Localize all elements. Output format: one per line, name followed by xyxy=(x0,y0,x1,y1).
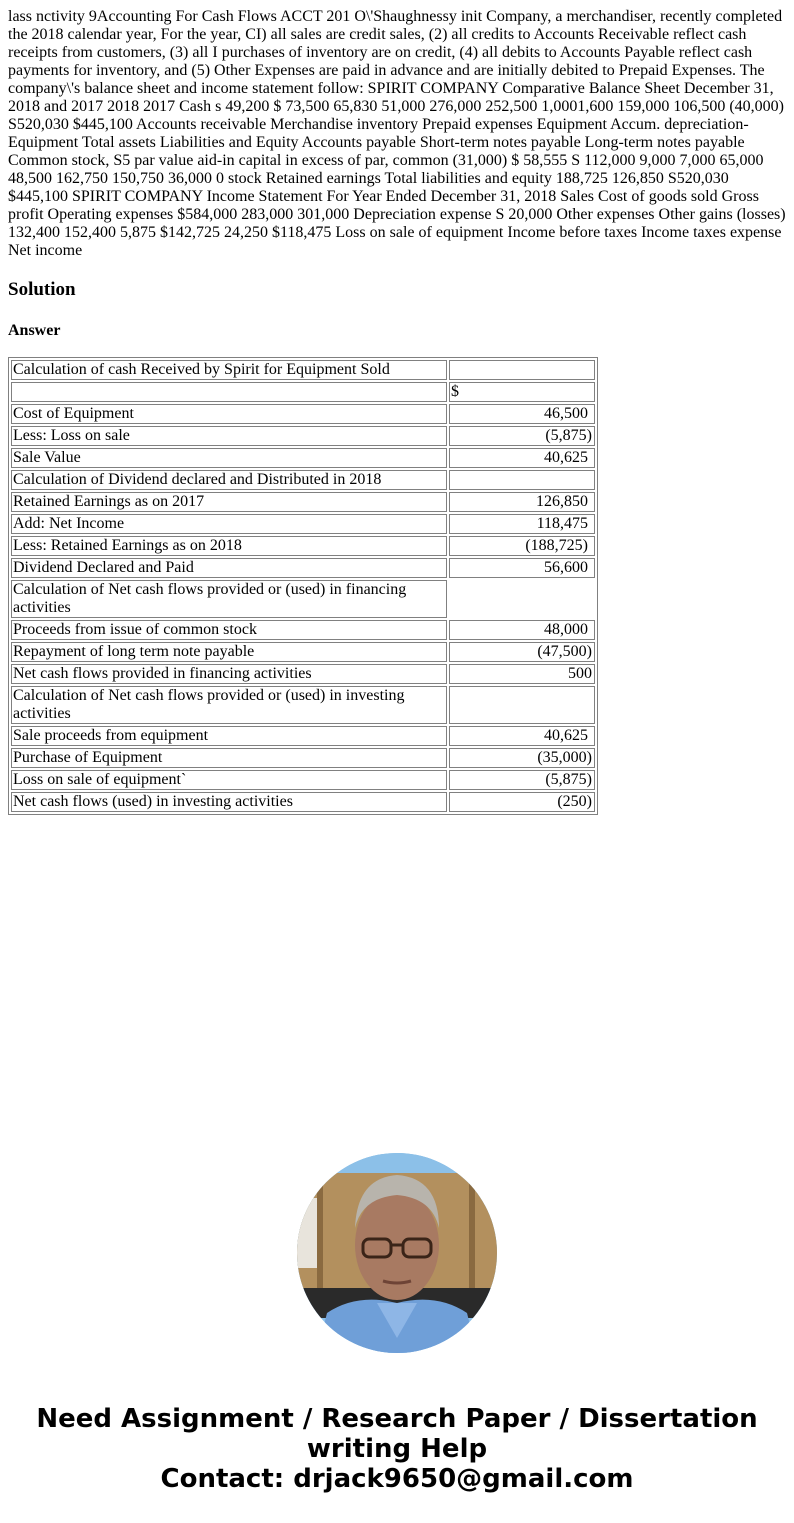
promo-banner xyxy=(0,1404,794,1494)
table-row xyxy=(11,642,595,662)
label-cell: Repayment of long term note payable xyxy=(11,642,447,662)
table-row xyxy=(11,770,595,790)
label-cell: Cost of Equipment xyxy=(11,404,447,424)
table-row xyxy=(11,448,595,468)
amount-cell: 118,475 xyxy=(449,514,595,534)
solution-heading: Solution xyxy=(8,279,76,300)
amount-cell xyxy=(449,686,595,724)
answer-table xyxy=(8,357,598,815)
label-cell xyxy=(11,382,447,402)
section-title-financing: Calculation of Net cash flows provided or (used) in financing activities xyxy=(11,580,447,618)
amount-cell: 46,500 xyxy=(449,404,595,424)
label-cell: Net cash flows provided in financing activities xyxy=(11,664,447,684)
table-row xyxy=(11,726,595,746)
author-avatar xyxy=(297,1153,497,1353)
amount-cell: 40,625 xyxy=(449,726,595,746)
label-cell: Net cash flows (used) in investing activities xyxy=(11,792,447,812)
person-portrait-icon xyxy=(297,1153,497,1353)
table-row xyxy=(11,426,595,446)
amount-cell: 48,000 xyxy=(449,620,595,640)
table-row xyxy=(11,382,595,402)
label-cell: Sale Value xyxy=(11,448,447,468)
table-row xyxy=(11,404,595,424)
section-title-equipment-sold: Calculation of cash Received by Spirit for Equipment Sold xyxy=(11,360,447,380)
amount-cell xyxy=(449,360,595,380)
label-cell: Less: Loss on sale xyxy=(11,426,447,446)
section-title-dividend: Calculation of Dividend declared and Distributed in 2018 xyxy=(11,470,447,490)
promo-contact-email: Contact: drjack9650@gmail.com xyxy=(160,1464,634,1494)
amount-cell: (250) xyxy=(449,792,595,812)
label-cell: Add: Net Income xyxy=(11,514,447,534)
amount-cell: 40,625 xyxy=(449,448,595,468)
label-cell: Retained Earnings as on 2017 xyxy=(11,492,447,512)
amount-cell: (35,000) xyxy=(449,748,595,768)
question-text: lass nctivity 9Accounting For Cash Flows ACCT 201 O\'Shaughnessy init Company, a merchandiser, recently completed the 2018 calendar year, For the year, CI) all sales are credit sales, (2) all credits to Accounts Receivable reflect cash receipts from customers, (3) all I purchases of inventory are on credit, (4) all debits to Accounts Payable reflect cash payments for inventory, and (5) Other Expenses are paid in advance and are initially debited to Prepaid Expenses. The company\'s balance sheet and income statement follow: SPIRIT COMPANY Comparative Balance Sheet December 31, 2018 and 2017 2018 2017 Cash s 49,200 $ 73,500 65,830 51,000 276,000 252,500 1,0001,600 159,000 106,500 (40,000) S520,030 $445,100 Accounts receivable Merchandise inventory Prepaid expenses Equipment Accum. depreciation-Equipment Total assets Liabilities and Equity Accounts payable Short-term notes payable Long-term notes payable Common stock, S5 par value aid-in capital in excess of par, common (31,000) $ 58,555 S 112,000 9,000 7,000 65,000 48,500 162,750 150,750 36,000 0 stock Retained earnings Total liabilities and equity 188,725 126,850 S520,030 $445,100 SPIRIT COMPANY Income Statement For Year Ended December 31, 2018 Sales Cost of goods sold Gross profit Operating expenses $584,000 283,000 301,000 Depreciation expense S 20,000 Other expenses Other gains (losses) 132,400 152,400 5,875 $142,725 24,250 $118,475 Loss on sale of equipment Income before taxes Income taxes expense Net income xyxy=(8,8,786,259)
table-row xyxy=(11,664,595,684)
amount-cell: (5,875) xyxy=(449,426,595,446)
amount-cell: 126,850 xyxy=(449,492,595,512)
currency-header: $ xyxy=(449,382,595,402)
amount-cell xyxy=(449,470,595,490)
answer-heading: Answer xyxy=(8,322,61,339)
label-cell: Less: Retained Earnings as on 2018 xyxy=(11,536,447,556)
table-row xyxy=(11,792,595,812)
table-row xyxy=(11,686,595,724)
amount-cell: 500 xyxy=(449,664,595,684)
promo-line-1: Need Assignment / Research Paper / Dissertation xyxy=(36,1404,758,1434)
table-row xyxy=(11,492,595,512)
amount-cell: (47,500) xyxy=(449,642,595,662)
amount-cell: (188,725) xyxy=(449,536,595,556)
section-title-investing: Calculation of Net cash flows provided or (used) in investing activities xyxy=(11,686,447,724)
promo-line-2: writing Help xyxy=(306,1434,488,1464)
table-row xyxy=(11,360,595,380)
label-cell: Sale proceeds from equipment xyxy=(11,726,447,746)
table-row xyxy=(11,470,595,490)
label-cell: Loss on sale of equipment` xyxy=(11,770,447,790)
table-row xyxy=(11,514,595,534)
table-row xyxy=(11,748,595,768)
amount-cell xyxy=(449,580,595,618)
table-row xyxy=(11,580,595,618)
table-row xyxy=(11,558,595,578)
label-cell: Purchase of Equipment xyxy=(11,748,447,768)
label-cell: Proceeds from issue of common stock xyxy=(11,620,447,640)
label-cell: Dividend Declared and Paid xyxy=(11,558,447,578)
table-row xyxy=(11,536,595,556)
amount-cell: 56,600 xyxy=(449,558,595,578)
table-row xyxy=(11,620,595,640)
amount-cell: (5,875) xyxy=(449,770,595,790)
